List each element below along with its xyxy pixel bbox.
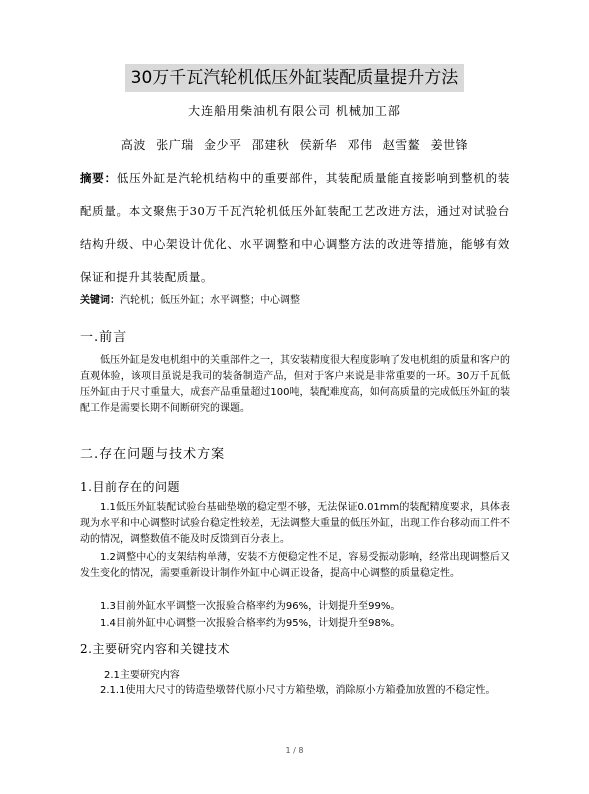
affiliation: 大连船用柴油机有限公司 机械加工部 bbox=[188, 104, 401, 118]
problem-1-4: 1.4目前外缸中心调整一次报验合格率约为95%，计划提升至98%。 bbox=[100, 618, 401, 629]
section-heading-intro: 一.前言 bbox=[80, 330, 128, 345]
problem-1-2: 1.2调整中心的支架结构单薄，安装不方便稳定性不足，容易受振动影响，经常出现调整后又发生变化的情况，需要重新设计制作外缸中心调正设备，提高中心调整的质量稳定性。 bbox=[80, 552, 510, 579]
subsection-heading-research: 2.主要研究内容和关键技术 bbox=[80, 642, 230, 656]
research-2-1: 2.1主要研究内容 bbox=[104, 670, 180, 681]
abstract-label: 摘要： bbox=[80, 171, 117, 185]
subsection-heading-current-problems: 1.目前存在的问题 bbox=[80, 480, 180, 494]
document-title: 30万千瓦汽轮机低压外缸装配质量提升方法 bbox=[125, 64, 465, 92]
keywords-label: 关键词： bbox=[80, 295, 120, 306]
research-2-1-1: 2.1.1使用大尺寸的铸造垫墩替代原小尺寸方箱垫墩，消除原小方箱叠加放置的不稳定性。 bbox=[100, 685, 496, 696]
abstract-text: 低压外缸是汽轮机结构中的重要部件，其装配质量能直接影响到整机的装配质量。本文聚焦于30万千瓦汽轮机低压外缸装配工艺改进方法，通过对试验台结构升级、中心架设计优化、水平调整和中心调整方法的改进等措施，能够有效保证和提升其装配质量。 bbox=[80, 171, 510, 284]
section-heading-problems: 二.存在问题与技术方案 bbox=[80, 447, 226, 462]
page-number: 1 / 8 bbox=[285, 746, 304, 755]
authors: 高波 张广瑞 金少平 邵建秋 侯新华 邓伟 赵雪鳌 姜世锋 bbox=[120, 138, 469, 152]
abstract bbox=[80, 162, 510, 294]
problem-1-1: 1.1低压外缸装配试验台基础垫墩的稳定型不够，无法保证0.01mm的装配精度要求，具体表现为水平和中心调整时试验台稳定性较差，无法调整大重量的低压外缸，出现工作台移动而工件不动的情况，调整数值不能及时反馈到百分表上。 bbox=[80, 502, 510, 545]
intro-paragraph: 低压外缸是发电机组中的关重部件之一，其安装精度很大程度影响了发电机组的质量和客户的直观体验，该项目虽说是我司的装备制造产品，但对于客户来说是非常重要的一环。30万千瓦低压外缸由于尺寸重量大，成套产品重量超过100吨，装配难度高，如何高质量的完成低压外缸的装配工作是需要长期不间断研究的课题。 bbox=[80, 355, 510, 414]
keywords-text: 汽轮机；低压外缸；水平调整；中心调整 bbox=[120, 295, 300, 306]
problem-1-3: 1.3目前外缸水平调整一次报验合格率约为96%，计划提升至99%。 bbox=[100, 601, 401, 612]
keywords bbox=[80, 291, 300, 306]
